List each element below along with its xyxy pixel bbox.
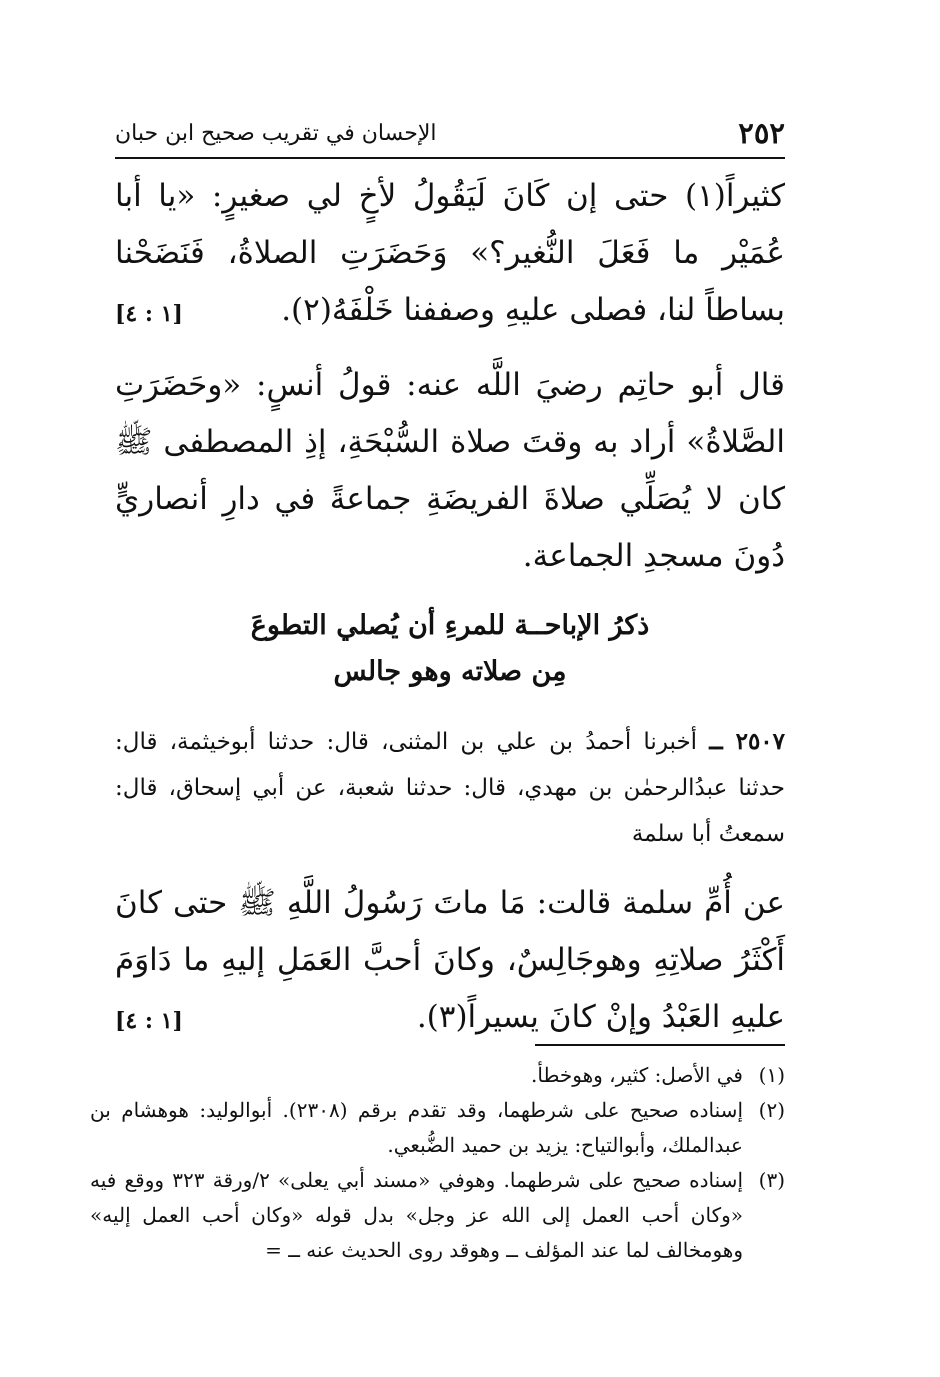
footnote-number: (٣) xyxy=(758,1168,785,1192)
hadith-grade-marker: [١ : ٤] xyxy=(115,1008,183,1034)
chapter-heading-line-1: ذكرُ الإباحــة للمرءِ أن يُصلي التطوعَ xyxy=(250,610,650,641)
page-number: ٢٥٢ xyxy=(738,116,785,150)
main-text xyxy=(115,168,785,1064)
hadith-number: ٢٥٠٧ ــ xyxy=(709,728,786,755)
hadith-isnad: أخبرنا أحمدُ بن علي بن المثنى، قال: حدثنا أبوخيثمة، قال: حدثنا عبدُالرحمٰن بن مهدي، قال: حدثنا شعبة، عن أبي إسحاق، قال: سمعتُ أبا سلمة xyxy=(115,729,785,847)
hadith-text xyxy=(115,875,785,1046)
paragraph-2 xyxy=(115,357,785,585)
footnote-number: (٢) xyxy=(758,1098,785,1122)
footnotes xyxy=(90,1058,785,1268)
footnote-rule xyxy=(535,1044,785,1046)
footnote-number: (١) xyxy=(758,1063,785,1087)
chapter-heading-line-2: مِن صلاته وهو جالس xyxy=(333,656,567,687)
footnote-3 xyxy=(90,1163,785,1268)
footnote-text: إسناده صحيح على شرطهما. وهوفي «مسند أبي يعلى» ٢/ورقة ٣٢٣ ووقع فيه «وكان أحب العمل إلى الله عز وجل» بدل قوله «وكان أحب العمل إليه» وهومخالف لما عند المؤلف ــ وهوقد روى الحديث عنه ــ = xyxy=(90,1168,744,1262)
hadith-chain xyxy=(115,719,785,857)
paragraph-1 xyxy=(115,168,785,339)
page-header xyxy=(115,113,785,153)
footnote-text: في الأصل: كثير، وهوخطأ. xyxy=(531,1063,743,1087)
footnote-text: إسناده صحيح على شرطهما، وقد تقدم برقم (٢٣٠٨). أبوالوليد: هوهشام بن عبدالملك، وأبوالتياح: يزيد بن حميد الضُّبعي. xyxy=(90,1098,743,1157)
footnote-2 xyxy=(90,1093,785,1163)
paragraph-text: كثيراً(١) حتى إن كَانَ لَيَقُولُ لأخٍ لي صغيرٍ: «يا أبا عُمَيْر ما فَعَلَ النُّغير؟» وَحَضَرَتِ الصلاةُ، فَنَضَحْنا بساطاً لنا، فصلى عليهِ وصففنا خَلْفَهُ(٢). xyxy=(115,178,785,328)
hadith-matn: عن أُمِّ سلمة قالت: مَا ماتَ رَسُولُ اللَّهِ ﷺ حتى كانَ أَكْثَرُ صلاتِهِ وهوجَالِسٌ، وكانَ أحبَّ العَمَلِ إليهِ ما دَاوَمَ عليهِ العَبْدُ وإنْ كانَ يسيراً(٣). xyxy=(115,885,785,1035)
paragraph-text: قال أبو حاتِم رضيَ اللَّه عنه: قولُ أنسٍ: «وحَضَرَتِ الصَّلاةُ» أراد به وقتَ صلاة السُّبْحَةِ، إذِ المصطفى ﷺ كان لا يُصَلِّي صلاةَ الفريضَةِ جماعةً في دارِ أنصاريٍّ دُونَ مسجدِ الجماعة. xyxy=(115,367,785,574)
chapter-heading xyxy=(115,603,785,695)
running-title: الإحسان في تقريب صحيح ابن حبان xyxy=(115,120,437,146)
footnote-1 xyxy=(90,1058,785,1093)
hadith-grade-marker: [١ : ٤] xyxy=(115,301,183,327)
header-rule xyxy=(115,157,785,159)
